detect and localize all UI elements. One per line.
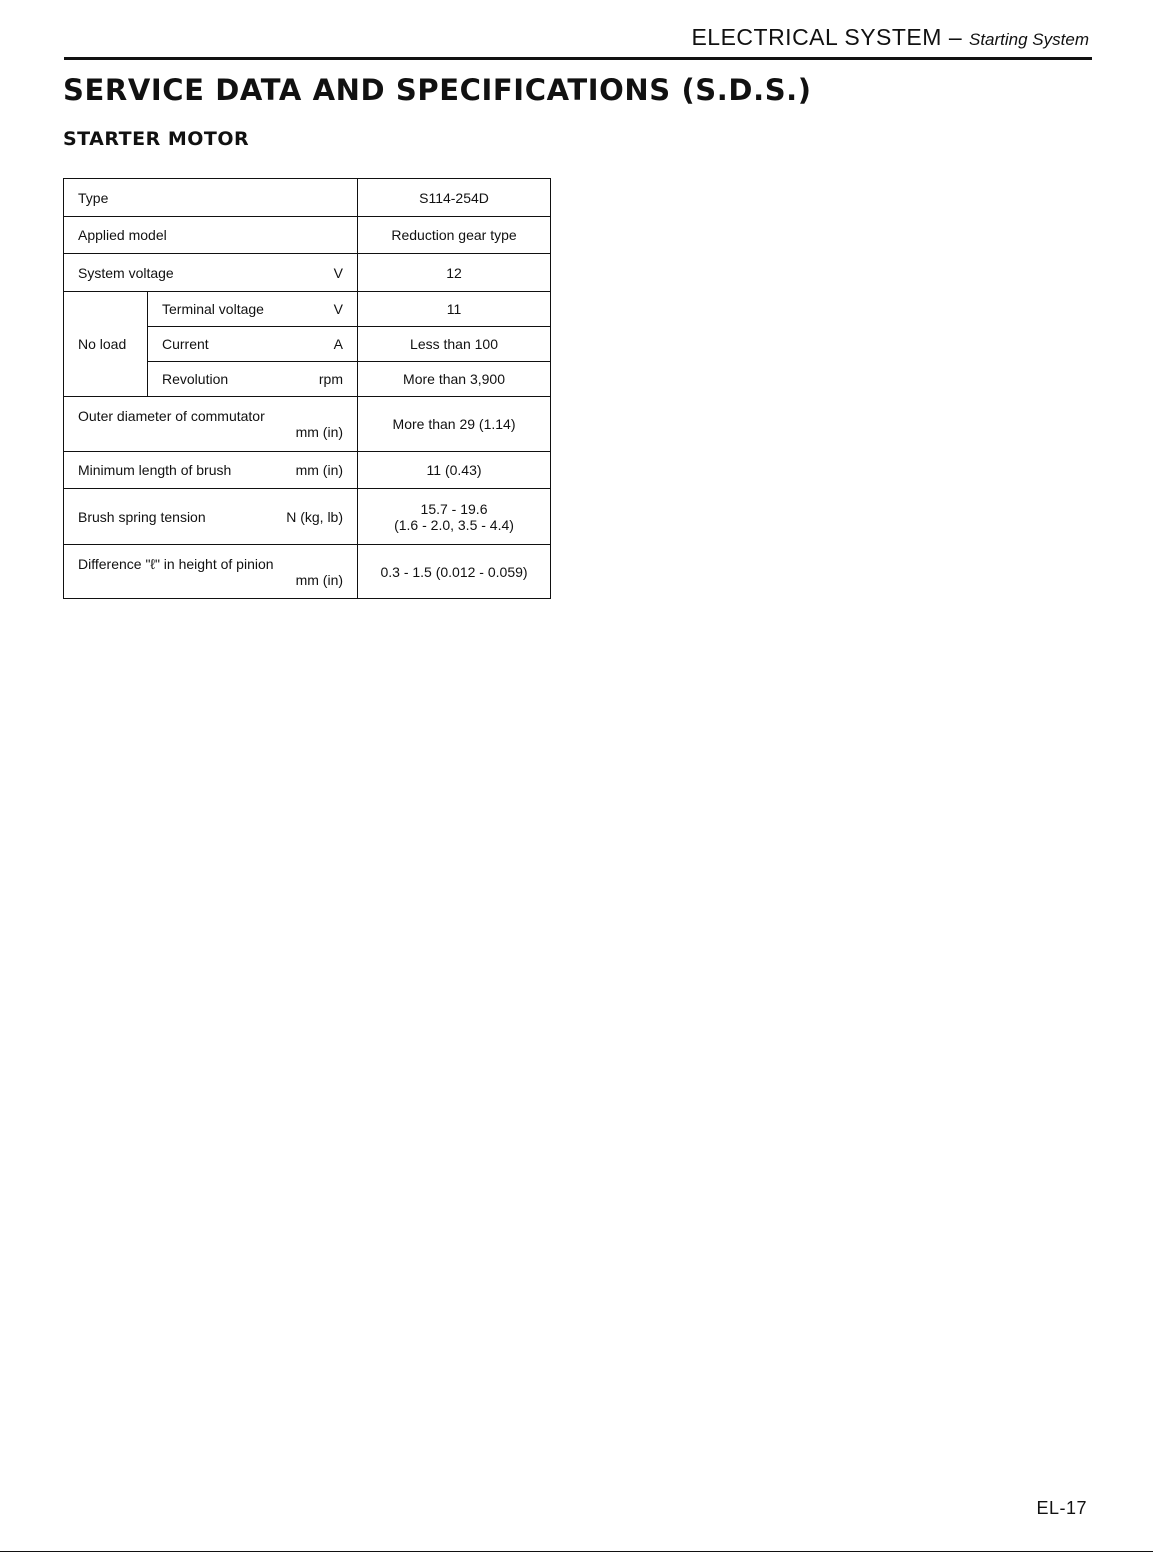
commutator-label: Outer diameter of commutator [78,408,265,424]
pinion-unit: mm (in) [295,571,344,588]
current-label: Current [162,336,209,352]
current-unit: A [333,336,344,352]
header-main: ELECTRICAL SYSTEM [691,24,942,50]
terminal-voltage-unit: V [333,301,344,317]
brush-spring-value [358,489,551,545]
brush-length-value: 11 (0.43) [358,452,551,489]
brush-spring-value-alt: (1.6 - 2.0, 3.5 - 4.4) [394,516,514,533]
running-header [691,24,1089,51]
system-voltage-cell [64,254,358,292]
revolution-value: More than 3,900 [358,362,551,397]
table-row [64,254,551,292]
table-row [64,452,551,489]
table-row [64,489,551,545]
commutator-value: More than 29 (1.14) [358,397,551,452]
brush-length-unit: mm (in) [295,462,344,478]
starter-motor-spec-table [63,178,551,599]
commutator-cell [64,397,358,452]
brush-spring-cell [64,489,358,545]
current-value: Less than 100 [358,327,551,362]
pinion-value: 0.3 - 1.5 (0.012 - 0.059) [358,545,551,599]
type-value: S114-254D [358,179,551,217]
current-cell [148,327,358,362]
revolution-cell [148,362,358,397]
table-row [64,179,551,217]
page-number: EL-17 [1036,1498,1087,1518]
table-row [64,217,551,254]
system-voltage-unit: V [333,264,344,281]
applied-model-value: Reduction gear type [358,217,551,254]
brush-spring-value-range: 15.7 - 19.6 [420,500,488,517]
footer-rule [0,1551,1153,1552]
terminal-voltage-value: 11 [358,292,551,327]
type-label: Type [64,179,358,217]
no-load-label: No load [64,292,148,397]
system-voltage-label: System voltage [78,264,174,281]
commutator-unit: mm (in) [295,424,344,440]
table-row [64,545,551,599]
header-subtitle: Starting System [969,30,1089,49]
terminal-voltage-cell [148,292,358,327]
table-row [64,397,551,452]
pinion-cell [64,545,358,599]
brush-length-label: Minimum length of brush [78,462,232,478]
header-rule [64,57,1092,60]
header-dash: – [948,24,963,50]
brush-spring-unit: N (kg, lb) [286,508,344,525]
table-row [64,292,551,327]
revolution-unit: rpm [318,371,344,387]
system-voltage-value: 12 [358,254,551,292]
revolution-label: Revolution [162,371,229,387]
applied-model-label: Applied model [64,217,358,254]
brush-spring-label: Brush spring tension [78,508,206,525]
terminal-voltage-label: Terminal voltage [162,301,264,317]
pinion-label: Difference "ℓ" in height of pinion [78,555,274,572]
brush-length-cell [64,452,358,489]
page-title: SERVICE DATA AND SPECIFICATIONS (S.D.S.) [63,73,812,107]
section-title: STARTER MOTOR [63,128,250,150]
